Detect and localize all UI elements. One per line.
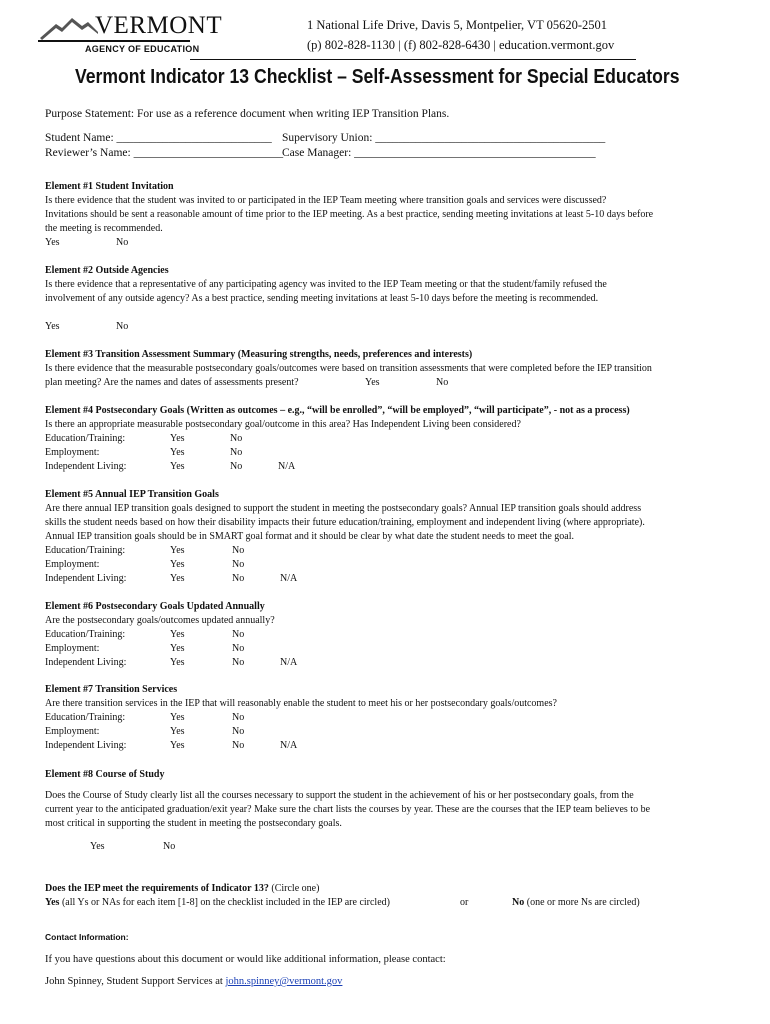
element-4-education-no[interactable]: No — [230, 433, 243, 444]
element-6-independent-yes[interactable]: Yes — [170, 657, 185, 668]
reviewer-name-field[interactable]: Reviewer’s Name: __________________________ — [45, 147, 284, 159]
page-title: Vermont Indicator 13 Checklist – Self-Assessment for Special Educators — [75, 66, 680, 88]
element-6-education-yes[interactable]: Yes — [170, 629, 185, 640]
purpose-statement: Purpose Statement: For use as a reference document when writing IEP Transition Plans. — [45, 108, 450, 120]
student-name-field[interactable]: Student Name: ___________________________ — [45, 132, 272, 144]
element-4-text: Is there an appropriate measurable postsecondary goal/outcome in this area? Has Independent Living been considered? — [45, 419, 521, 430]
contact-heading: Contact Information: — [45, 932, 129, 942]
element-5-text: skills the student needs based on how their disability impacts their future education/training, employment and independent living (where appropriate). — [45, 517, 645, 528]
element-8-text: most critical in supporting the student in meeting the postsecondary goals. — [45, 818, 342, 829]
header-address: 1 National Life Drive, Davis 5, Montpelier, VT 05620-2501 — [307, 18, 608, 32]
final-question: Does the IEP meet the requirements of Indicator 13? — [45, 883, 269, 894]
element-5-text: Annual IEP transition goals should be in SMART goal format and it should be clear by what date the student needs to meet the goal. — [45, 531, 575, 542]
element-6-education-label: Education/Training: — [45, 629, 126, 640]
element-7-title: Element #7 Transition Services — [45, 684, 178, 695]
element-4-employment-no[interactable]: No — [230, 447, 243, 458]
element-4-independent-na[interactable]: N/A — [278, 461, 296, 472]
final-no-option[interactable]: No — [512, 897, 525, 908]
final-no-detail: (one or more Ns are circled) — [524, 897, 640, 908]
element-3-title: Element #3 Transition Assessment Summary (Measuring strengths, needs, preferences and interests) — [45, 349, 473, 360]
logo-divider — [38, 40, 190, 42]
element-8-title: Element #8 Course of Study — [45, 769, 165, 780]
element-1-text: Invitations should be sent a reasonable amount of time prior to the IEP meeting. As a best practice, sending meeting invitations at least 5-10 days before — [45, 209, 654, 220]
element-7-employment-yes[interactable]: Yes — [170, 726, 185, 737]
element-7-education-yes[interactable]: Yes — [170, 712, 185, 723]
element-7-independent-yes[interactable]: Yes — [170, 740, 185, 751]
element-6-independent-no[interactable]: No — [232, 657, 245, 668]
vermont-logo-mountain-icon — [38, 14, 100, 40]
element-5-text: Are there annual IEP transition goals designed to support the student in meeting the postsecondary goals? Annual IEP transition goals should address — [45, 503, 642, 514]
element-5-title: Element #5 Annual IEP Transition Goals — [45, 489, 219, 500]
case-manager-field[interactable]: Case Manager: __________________________________________ — [282, 147, 596, 159]
header-contact-line: (p) 802-828-1130 | (f) 802-828-6430 | education.vermont.gov — [307, 38, 615, 52]
element-5-education-label: Education/Training: — [45, 545, 126, 556]
element-4-title: Element #4 Postsecondary Goals (Written as outcomes – e.g., “will be enrolled”, “will be employed”, “will participate”, - not as a process) — [45, 405, 630, 416]
logo-name: VERMONT — [95, 12, 223, 39]
element-2-text: Is there evidence that a representative of any participating agency was invited to the IEP Team meeting or that the student/family refused the — [45, 279, 607, 290]
element-8-no-option[interactable]: No — [163, 841, 176, 852]
contact-person: John Spinney, Student Support Services at — [45, 976, 226, 987]
element-6-employment-no[interactable]: No — [232, 643, 245, 654]
element-4-employment-yes[interactable]: Yes — [170, 447, 185, 458]
element-4-employment-label: Employment: — [45, 447, 100, 458]
element-5-independent-yes[interactable]: Yes — [170, 573, 185, 584]
element-5-education-no[interactable]: No — [232, 545, 245, 556]
final-circle-instruction: (Circle one) — [268, 883, 320, 894]
element-6-education-no[interactable]: No — [232, 629, 245, 640]
element-5-independent-no[interactable]: No — [232, 573, 245, 584]
element-2-no-option[interactable]: No — [116, 321, 129, 332]
element-1-no-option[interactable]: No — [116, 237, 129, 248]
element-7-employment-label: Employment: — [45, 726, 100, 737]
element-7-independent-na[interactable]: N/A — [280, 740, 298, 751]
final-or: or — [460, 897, 469, 908]
element-6-independent-na[interactable]: N/A — [280, 657, 298, 668]
header-rule — [190, 59, 636, 60]
element-5-education-yes[interactable]: Yes — [170, 545, 185, 556]
element-8-text: Does the Course of Study clearly list all the courses necessary to support the student in the achievement of his or her postsecondary goals, from the — [45, 790, 634, 801]
element-7-independent-no[interactable]: No — [232, 740, 245, 751]
element-3-text: Is there evidence that the measurable postsecondary goals/outcomes were based on transition assessments that were completed before the IEP transition — [45, 363, 652, 374]
element-4-independent-label: Independent Living: — [45, 461, 127, 472]
element-6-title: Element #6 Postsecondary Goals Updated Annually — [45, 601, 265, 612]
element-4-independent-yes[interactable]: Yes — [170, 461, 185, 472]
final-yes-option[interactable]: Yes — [45, 897, 60, 908]
element-7-text: Are there transition services in the IEP that will reasonably enable the student to meet his or her postsecondary goals/outcomes? — [45, 698, 557, 709]
element-5-employment-no[interactable]: No — [232, 559, 245, 570]
element-8-yes-option[interactable]: Yes — [90, 841, 105, 852]
supervisory-union-field[interactable]: Supervisory Union: ________________________________________ — [282, 132, 606, 144]
element-5-independent-na[interactable]: N/A — [280, 573, 298, 584]
element-5-independent-label: Independent Living: — [45, 573, 127, 584]
element-3-yes-option[interactable]: Yes — [365, 377, 380, 388]
element-2-title: Element #2 Outside Agencies — [45, 265, 169, 276]
element-1-text: the meeting is recommended. — [45, 223, 163, 234]
element-2-text: involvement of any outside agency? As a best practice, sending meeting invitations at least 5-10 days before the meeting is recommended. — [45, 293, 599, 304]
element-6-employment-label: Employment: — [45, 643, 100, 654]
element-3-no-option[interactable]: No — [436, 377, 449, 388]
element-5-employment-label: Employment: — [45, 559, 100, 570]
contact-email-link[interactable]: john.spinney@vermont.gov — [225, 976, 343, 987]
final-yes-detail: (all Ys or NAs for each item [1-8] on the checklist included in the IEP are circled) — [59, 897, 390, 908]
element-7-education-label: Education/Training: — [45, 712, 126, 723]
element-7-independent-label: Independent Living: — [45, 740, 127, 751]
element-1-yes-option[interactable]: Yes — [45, 237, 60, 248]
contact-text: If you have questions about this document or would like additional information, please contact: — [45, 954, 446, 965]
element-6-employment-yes[interactable]: Yes — [170, 643, 185, 654]
logo-subtitle: AGENCY OF EDUCATION — [85, 44, 200, 54]
element-7-education-no[interactable]: No — [232, 712, 245, 723]
element-5-employment-yes[interactable]: Yes — [170, 559, 185, 570]
element-7-employment-no[interactable]: No — [232, 726, 245, 737]
element-6-independent-label: Independent Living: — [45, 657, 127, 668]
element-4-independent-no[interactable]: No — [230, 461, 243, 472]
element-6-text: Are the postsecondary goals/outcomes updated annually? — [45, 615, 275, 626]
element-3-text: plan meeting? Are the names and dates of assessments present? — [45, 377, 299, 388]
element-1-text: Is there evidence that the student was invited to or participated in the IEP Team meeting where transition goals and services were discussed? — [45, 195, 607, 206]
element-4-education-yes[interactable]: Yes — [170, 433, 185, 444]
element-8-text: current year to the anticipated graduation/exit year? Make sure the chart lists the courses by year. These are the courses that the IEP team believes to be — [45, 804, 651, 815]
element-2-yes-option[interactable]: Yes — [45, 321, 60, 332]
element-1-title: Element #1 Student Invitation — [45, 181, 174, 192]
element-4-education-label: Education/Training: — [45, 433, 126, 444]
